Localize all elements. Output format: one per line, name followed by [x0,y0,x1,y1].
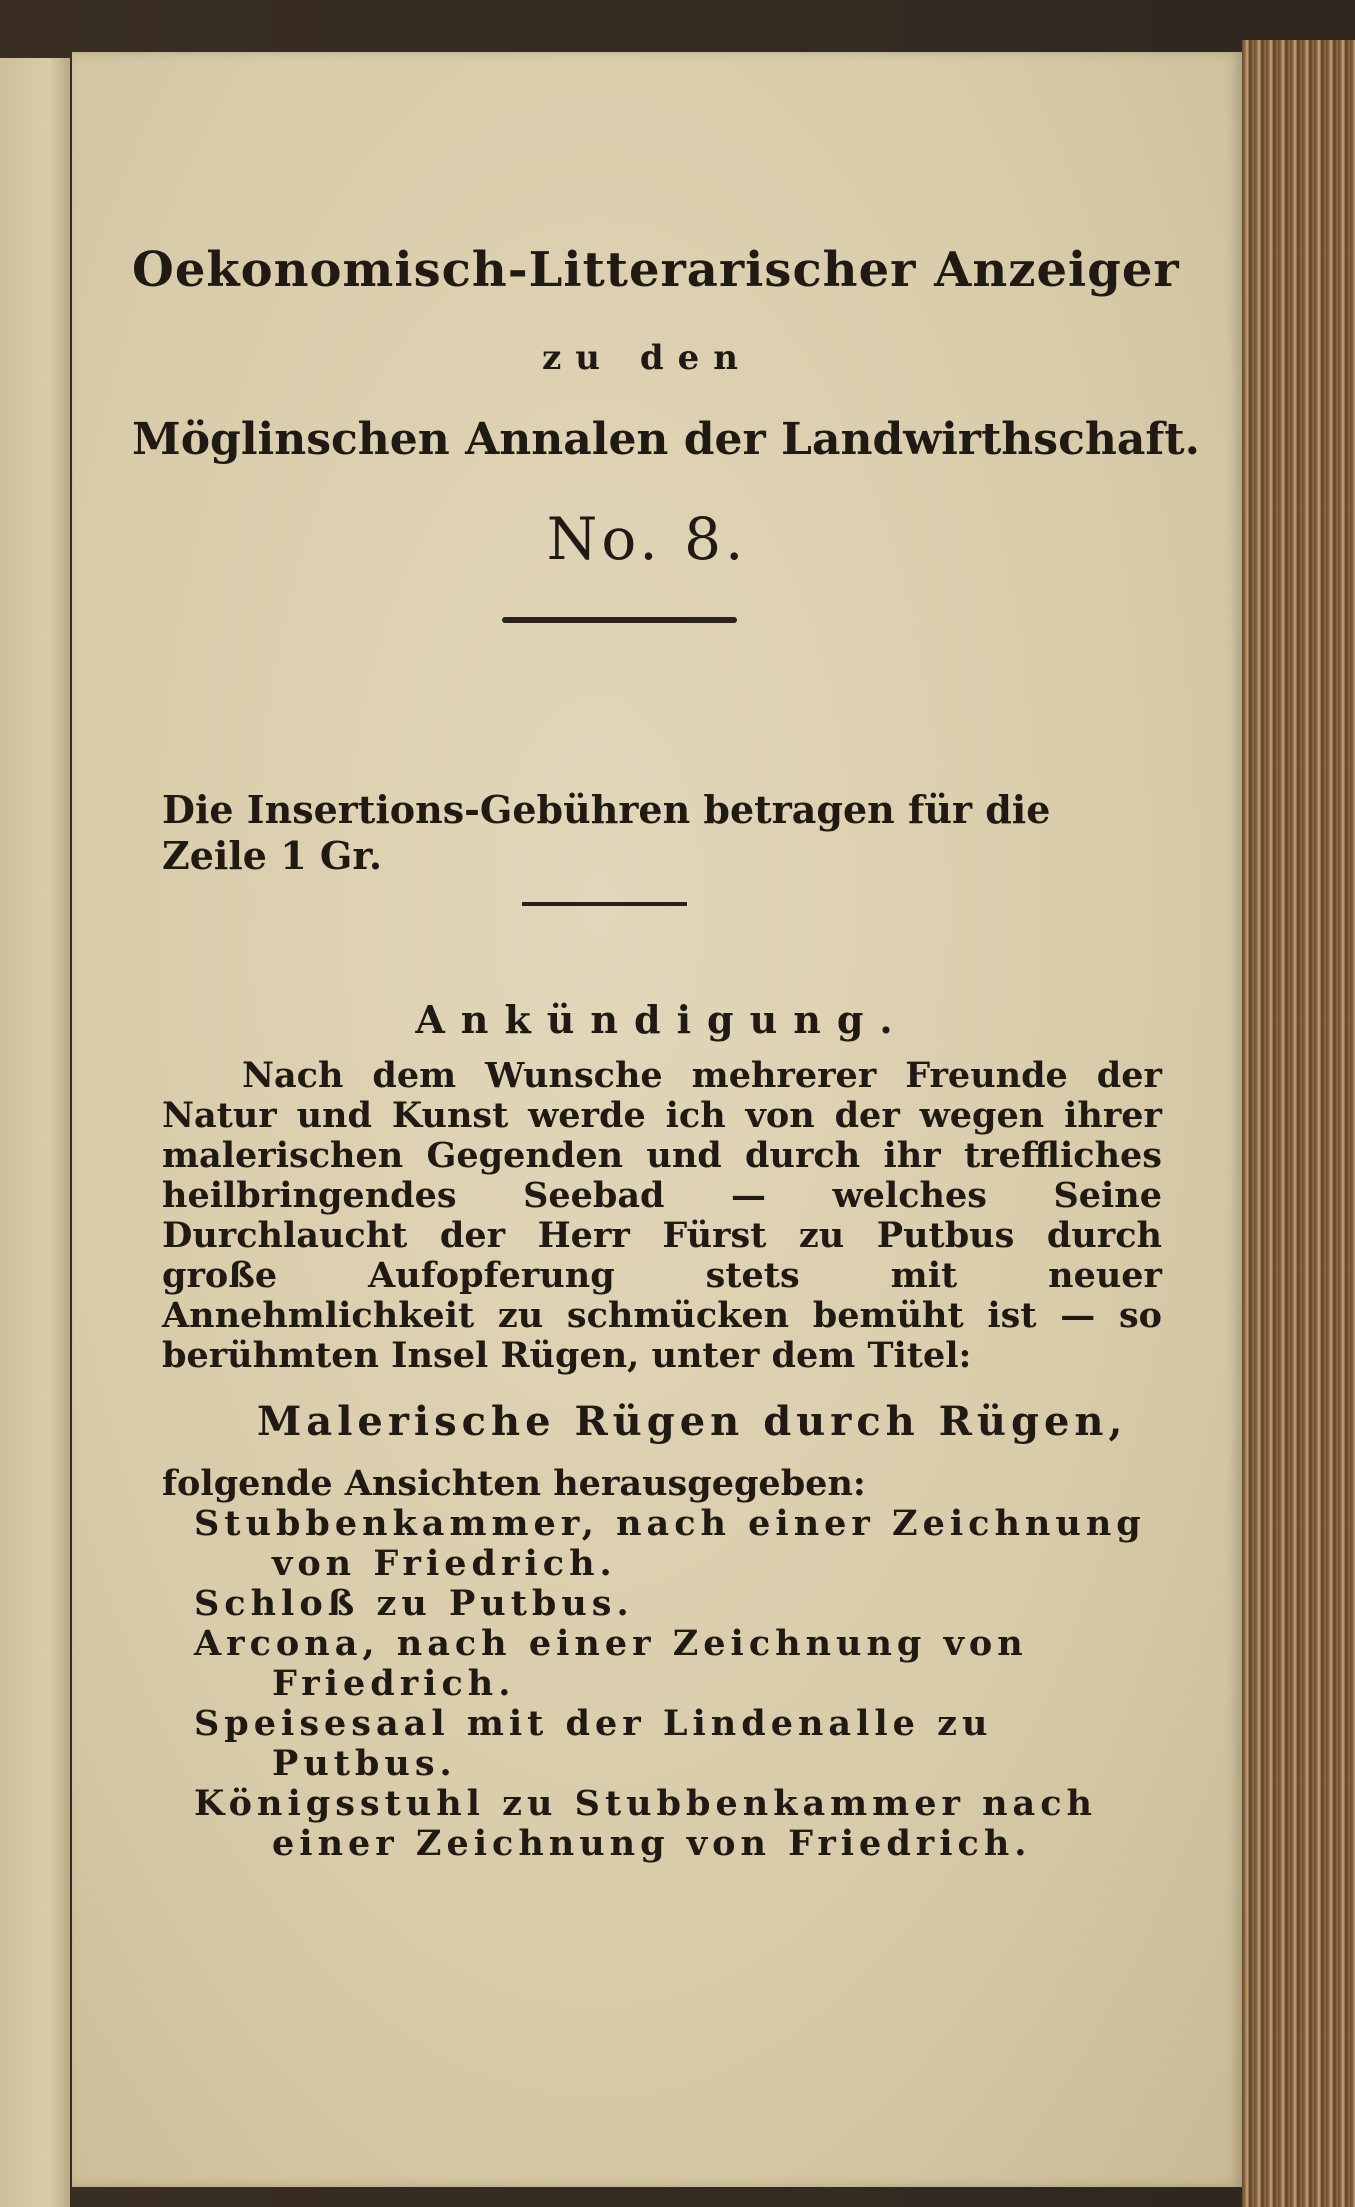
views-intro: folgende Ansichten herausgegeben: [162,1463,866,1504]
list-item: Stubbenkammer, nach einer Zeichnung von Friedrich. [194,1503,1146,1584]
announcement-paragraph: Nach dem Wunsche mehrerer Freunde der Natur und Kunst werde ich von der wegen ihrer malerischen Gegenden und durch ihr treffliches heilbringendes Seebad — welches Seine Durchlaucht der Herr Fürst zu Putbus durch große Aufopferung stets mit neuer Annehmlichkeit zu schmücken bemüht ist — so berühmten Insel Rügen, unter dem Titel: [162,1055,1162,1376]
list-item: Arcona, nach einer Zeichnung von Friedrich. [194,1623,1028,1704]
work-title: Malerische Rügen durch Rügen, [257,1398,1128,1445]
publication-subtitle: Möglinschen Annalen der Landwirthschaft. [132,414,1200,465]
connector-text: zu den [542,338,752,378]
publication-title: Oekonomisch-Litterarischer Anzeiger [132,242,1180,298]
book-spine-edge [1242,40,1355,2207]
views-list [162,1504,1162,1864]
page-sheet [72,52,1242,2187]
divider-rule-top [502,617,737,623]
divider-rule-middle [522,902,687,906]
list-item: Speisesaal mit der Lindenalle zu Putbus. [194,1703,993,1784]
list-item: Schloß zu Putbus. [194,1583,634,1624]
masthead [132,172,1200,573]
list-item: Königsstuhl zu Stubbenkammer nach einer Zeichnung von Friedrich. [194,1783,1097,1864]
issue-number: No. 8. [546,505,748,573]
announcement-section [162,997,1162,1864]
left-page-edge [0,58,70,2207]
insertion-fee-note: Die Insertions-Gebühren betragen für die Zeile 1 Gr. [162,787,1051,878]
announcement-heading: Ankündigung. [415,997,909,1042]
